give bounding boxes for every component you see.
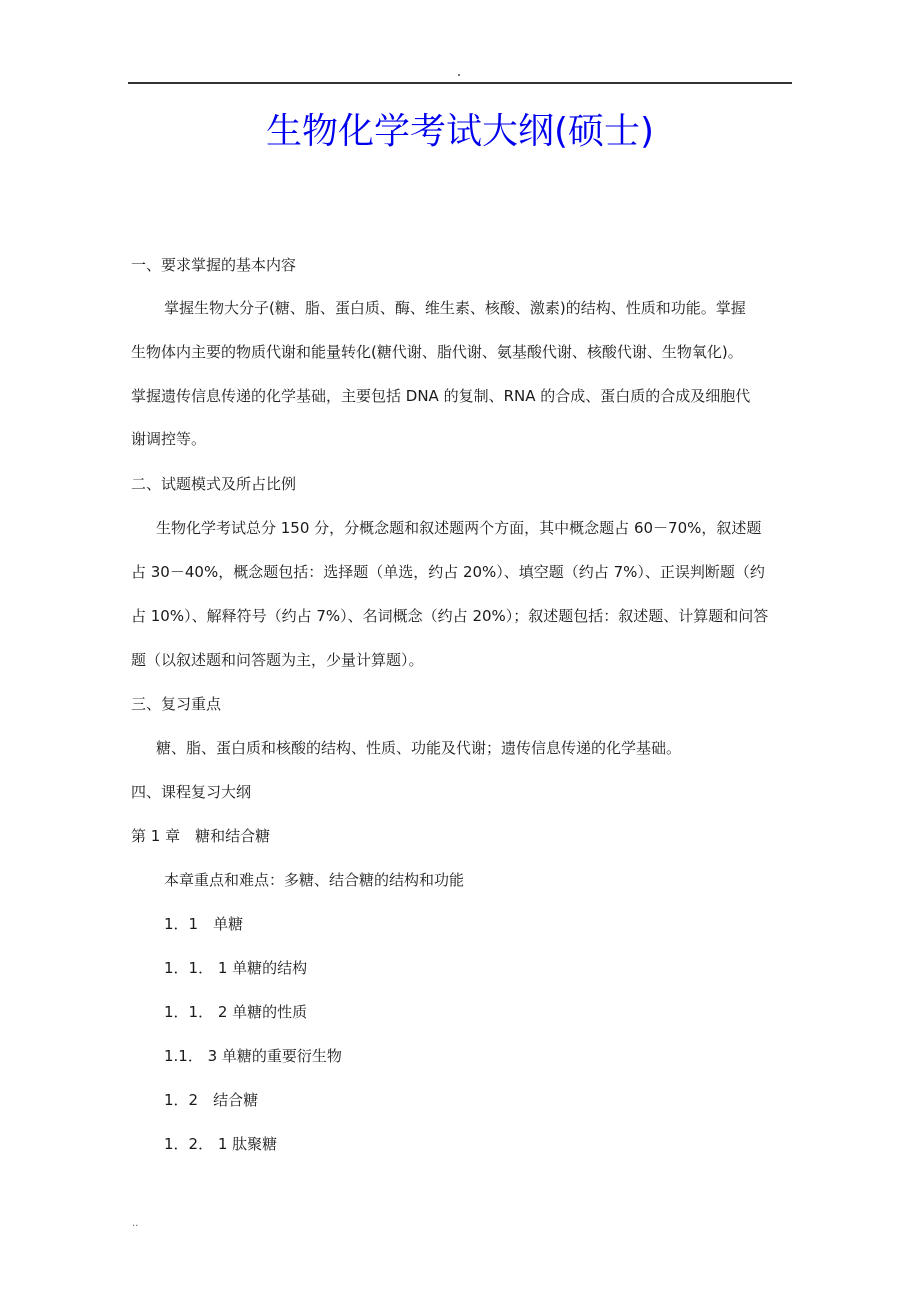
paragraph-line: 谢调控等。 <box>131 430 207 448</box>
paragraph-line: 掌握遗传信息传递的化学基础，主要包括 DNA 的复制、RNA 的合成、蛋白质的合成及细胞代 <box>131 387 751 405</box>
section-heading-2: 二、试题模式及所占比例 <box>131 475 297 493</box>
outline-item: 本章重点和难点：多糖、结合糖的结构和功能 <box>164 871 465 889</box>
section-heading-4: 四、课程复习大纲 <box>131 783 252 801</box>
paragraph-line: 掌握生物大分子(糖、脂、蛋白质、酶、维生素、核酸、激素)的结构、性质和功能。掌握 <box>164 299 746 317</box>
paragraph-line: 占 30－40%，概念题包括：选择题（单选，约占 20%）、填空题（约占 7%）、正误判断题（约 <box>131 563 765 581</box>
outline-item: 1．1． 1 单糖的结构 <box>164 959 308 977</box>
paragraph-line: 糖、脂、蛋白质和核酸的结构、性质、功能及代谢；遗传信息传递的化学基础。 <box>156 739 682 757</box>
document-title: 生物化学考试大纲(硕士) <box>265 111 655 152</box>
section-heading-3: 三、复习重点 <box>131 695 222 713</box>
footer-dots: .. <box>132 1218 139 1229</box>
chapter-heading: 第 1 章 糖和结合糖 <box>131 827 271 845</box>
outline-item: 1．1． 2 单糖的性质 <box>164 1003 308 1021</box>
outline-item: 1.1． 3 单糖的重要衍生物 <box>164 1047 342 1065</box>
outline-item: 1．2 结合糖 <box>164 1091 259 1109</box>
paragraph-line: 生物化学考试总分 150 分，分概念题和叙述题两个方面，其中概念题占 60－70%，叙述题 <box>156 519 762 537</box>
paragraph-line: 题（以叙述题和问答题为主，少量计算题）。 <box>131 651 424 669</box>
header-dot <box>458 74 460 76</box>
outline-item: 1．1 单糖 <box>164 915 244 933</box>
header-rule <box>128 82 792 84</box>
section-heading-1: 一、要求掌握的基本内容 <box>131 256 297 274</box>
outline-item: 1．2． 1 肽聚糖 <box>164 1135 278 1153</box>
paragraph-line: 生物体内主要的物质代谢和能量转化(糖代谢、脂代谢、氨基酸代谢、核酸代谢、生物氧化)。 <box>131 343 743 361</box>
paragraph-line: 占 10%）、解释符号（约占 7%）、名词概念（约占 20%）；叙述题包括：叙述题、计算题和问答 <box>131 607 769 625</box>
